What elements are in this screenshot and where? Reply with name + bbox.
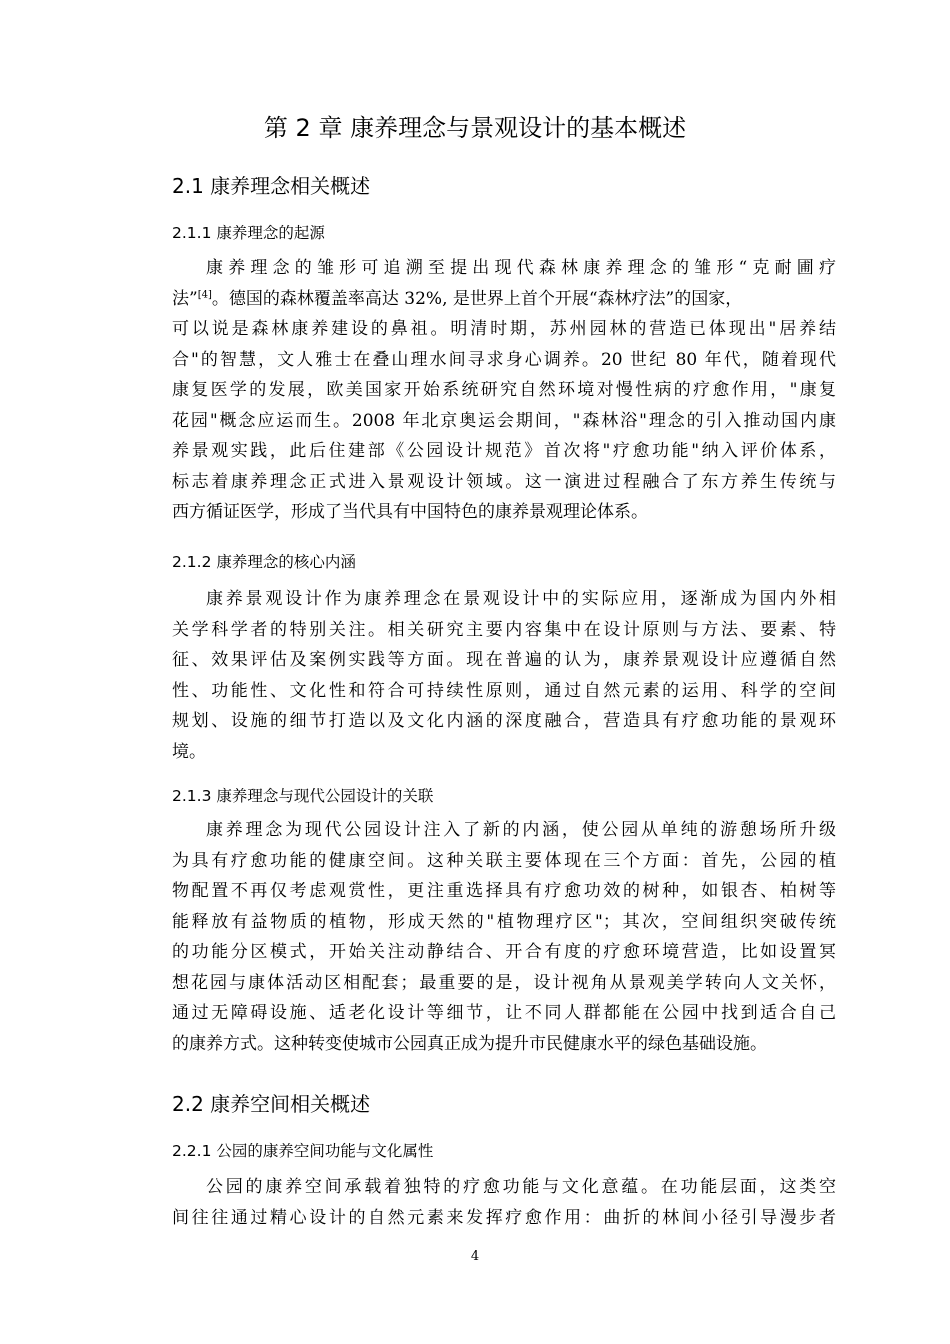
- paragraph-line: 为具有疗愈功能的健康空间。这种关联主要体现在三个方面：首先，公园的植: [172, 850, 836, 871]
- citation-ref: [4]: [197, 288, 212, 300]
- page-number: 4: [470, 1249, 480, 1264]
- paragraph-line: 可以说是森林康养建设的鼻祖。明清时期，苏州园林的营造已体现出"居养结: [172, 319, 836, 339]
- paragraph-line: 标志着康养理念正式进入景观设计领域。这一演进过程融合了东方养生传统与: [172, 471, 836, 492]
- paragraph-line: 性、功能性、文化性和符合可持续性原则，通过自然元素的运用、科学的空间: [172, 680, 836, 701]
- paragraph-line: 间往往通过精心设计的自然元素来发挥疗愈作用：曲折的林间小径引导漫步者: [172, 1207, 836, 1228]
- paragraph-line: 公园的康养空间承载着独特的疗愈功能与文化意蕴。在功能层面，这类空: [206, 1177, 836, 1197]
- paragraph-line: 物配置不再仅考虑观赏性，更注重选择具有疗愈功效的树种，如银杏、柏树等: [172, 881, 836, 901]
- paragraph-line: 西方循证医学，形成了当代具有中国特色的康养景观理论体系。: [172, 502, 648, 522]
- paragraph-park-design: [172, 815, 836, 1059]
- paragraph-line: 合"的智慧，文人雅士在叠山理水间寻求身心调养。20 世纪 80 年代，随着现代: [172, 349, 836, 370]
- paragraph-core: [172, 584, 836, 767]
- paragraph-line: 康养理念为现代公园设计注入了新的内涵，使公园从单纯的游憩场所升级: [206, 820, 836, 840]
- subsection-heading-2-1-1: 2.1.1 康养理念的起源: [172, 224, 325, 242]
- paragraph-line: 的功能分区模式，开始关注动静结合、开合有度的疗愈环境营造，比如设置冥: [172, 942, 836, 962]
- paragraph-line: 的康养方式。这种转变使城市公园真正成为提升市民健康水平的绿色基础设施。: [172, 1033, 767, 1054]
- paragraph-line-fragment: 。德国的森林覆盖率高达 32%, 是世界上首个开展“森林疗法”的国家，: [211, 288, 743, 309]
- paragraph-origin: [172, 253, 836, 528]
- paragraph-line-fragment: 法”: [172, 288, 198, 309]
- paragraph-line: 康养理念的雏形可追溯至提出现代森林康养理念的雏形“克耐圃疗: [206, 258, 836, 278]
- paragraph-line: 想花园与康体活动区相配套；最重要的是，设计视角从景观美学转向人文关怀，: [172, 972, 836, 993]
- subsection-heading-2-2-1: 2.2.1 公园的康养空间功能与文化属性: [172, 1142, 434, 1160]
- paragraph-line: 境。: [172, 741, 206, 762]
- chapter-title: 第 2 章 康养理念与景观设计的基本概述: [263, 114, 687, 142]
- section-heading-2-1: 2.1 康养理念相关概述: [172, 174, 371, 198]
- paragraph-line: 康养景观设计作为康养理念在景观设计中的实际应用，逐渐成为国内外相: [206, 589, 836, 609]
- paragraph-line: 征、效果评估及案例实践等方面。现在普遍的认为，康养景观设计应遵循自然: [172, 650, 836, 670]
- section-heading-2-2: 2.2 康养空间相关概述: [172, 1092, 371, 1116]
- subsection-heading-2-1-3: 2.1.3 康养理念与现代公园设计的关联: [172, 787, 434, 805]
- subsection-heading-2-1-2: 2.1.2 康养理念的核心内涵: [172, 553, 356, 571]
- paragraph-line: 通过无障碍设施、适老化设计等细节，让不同人群都能在公园中找到适合自己: [172, 1003, 836, 1023]
- paragraph-space-function: [172, 1172, 836, 1233]
- paragraph-line: [172, 284, 836, 315]
- paragraph-line: 花园"概念应运而生。2008 年北京奥运会期间，"森林浴"理念的引入推动国内康: [172, 410, 836, 431]
- paragraph-line: 养景观实践，此后住建部《公园设计规范》首次将"疗愈功能"纳入评价体系，: [172, 441, 836, 461]
- paragraph-line: 康复医学的发展，欧美国家开始系统研究自然环境对慢性病的疗愈作用，"康复: [172, 380, 836, 400]
- paragraph-line: 关学科学者的特别关注。相关研究主要内容集中在设计原则与方法、要素、特: [172, 619, 836, 640]
- paragraph-line: 规划、设施的细节打造以及文化内涵的深度融合，营造具有疗愈功能的景观环: [172, 711, 836, 731]
- paragraph-line: 能释放有益物质的植物，形成天然的"植物理疗区"；其次，空间组织突破传统: [172, 911, 836, 932]
